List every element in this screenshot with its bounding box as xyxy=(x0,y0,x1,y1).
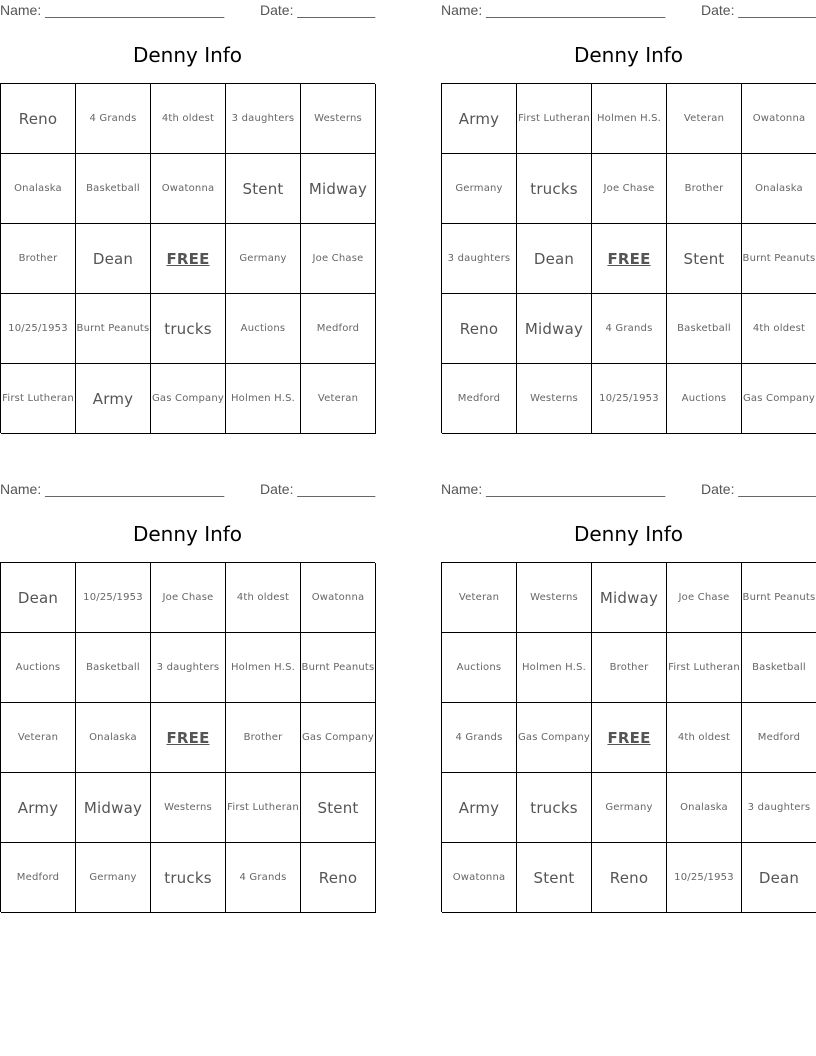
bingo-cell: Burnt Peanuts xyxy=(742,563,816,633)
bingo-cell: Onalaska xyxy=(742,154,816,224)
name-field: Name: _______________________ xyxy=(0,481,225,497)
bingo-cell: Medford xyxy=(1,843,76,913)
bingo-cell: First Lutheran xyxy=(517,84,592,154)
bingo-cell: Brother xyxy=(592,633,667,703)
bingo-cell: Holmen H.S. xyxy=(592,84,667,154)
bingo-card-3 xyxy=(0,479,376,887)
bingo-cell: Gas Company xyxy=(151,364,226,434)
bingo-cell: Brother xyxy=(226,703,301,773)
bingo-cell: Burnt Peanuts xyxy=(301,633,376,703)
bingo-cell: Gas Company xyxy=(742,364,816,434)
bingo-cell: Owatonna xyxy=(442,843,517,913)
bingo-cell: First Lutheran xyxy=(1,364,76,434)
card-header xyxy=(0,0,375,22)
bingo-cell: Brother xyxy=(667,154,742,224)
bingo-cell: Army xyxy=(442,84,517,154)
bingo-cell: Basketball xyxy=(667,294,742,364)
date-field: Date: __________ xyxy=(260,481,376,497)
bingo-cell: Auctions xyxy=(667,364,742,434)
bingo-cell: Auctions xyxy=(442,633,517,703)
name-field: Name: _______________________ xyxy=(441,2,666,18)
bingo-cell: 4th oldest xyxy=(151,84,226,154)
bingo-cell: Stent xyxy=(667,224,742,294)
bingo-cell: 4 Grands xyxy=(442,703,517,773)
bingo-cell: trucks xyxy=(151,294,226,364)
bingo-cell: Onalaska xyxy=(76,703,151,773)
bingo-cell: Midway xyxy=(592,563,667,633)
bingo-cell: First Lutheran xyxy=(226,773,301,843)
bingo-cell: 10/25/1953 xyxy=(592,364,667,434)
bingo-cell: Auctions xyxy=(1,633,76,703)
name-field: Name: _______________________ xyxy=(441,481,666,497)
bingo-cell: Dean xyxy=(76,224,151,294)
bingo-cell: Veteran xyxy=(1,703,76,773)
bingo-cell: Owatonna xyxy=(301,563,376,633)
card-header xyxy=(441,0,816,22)
bingo-cell: Gas Company xyxy=(517,703,592,773)
card-header xyxy=(0,479,375,501)
bingo-cell: Reno xyxy=(1,84,76,154)
bingo-cell: Joe Chase xyxy=(151,563,226,633)
free-space-cell: FREE xyxy=(151,224,226,294)
date-field: Date: __________ xyxy=(260,2,376,18)
date-field: Date: __________ xyxy=(701,481,816,497)
bingo-card-2 xyxy=(441,0,816,404)
bingo-grid xyxy=(441,562,816,912)
bingo-cell: Dean xyxy=(1,563,76,633)
bingo-cell: Germany xyxy=(592,773,667,843)
bingo-cell: Reno xyxy=(592,843,667,913)
bingo-cell: Gas Company xyxy=(301,703,376,773)
bingo-cell: 3 daughters xyxy=(226,84,301,154)
card-title: Denny Info xyxy=(132,522,243,546)
bingo-cell: trucks xyxy=(517,154,592,224)
bingo-cell: Medford xyxy=(442,364,517,434)
bingo-cell: Owatonna xyxy=(742,84,816,154)
bingo-cell: Dean xyxy=(742,843,816,913)
bingo-cell: Midway xyxy=(76,773,151,843)
bingo-cell: Basketball xyxy=(742,633,816,703)
bingo-cell: 4th oldest xyxy=(667,703,742,773)
bingo-cell: Army xyxy=(76,364,151,434)
bingo-cell: Joe Chase xyxy=(667,563,742,633)
free-space-cell: FREE xyxy=(592,224,667,294)
bingo-cell: Holmen H.S. xyxy=(226,364,301,434)
bingo-cell: Army xyxy=(1,773,76,843)
bingo-cell: Holmen H.S. xyxy=(226,633,301,703)
bingo-cell: Brother xyxy=(1,224,76,294)
bingo-cell: Joe Chase xyxy=(301,224,376,294)
bingo-cell: Basketball xyxy=(76,633,151,703)
name-field: Name: _______________________ xyxy=(0,2,225,18)
bingo-card-4 xyxy=(441,479,816,887)
bingo-cell: 4th oldest xyxy=(742,294,816,364)
bingo-cell: Westerns xyxy=(517,364,592,434)
bingo-cell: Westerns xyxy=(517,563,592,633)
card-title: Denny Info xyxy=(573,522,684,546)
bingo-cell: Burnt Peanuts xyxy=(742,224,816,294)
bingo-cell: Joe Chase xyxy=(592,154,667,224)
bingo-grid xyxy=(441,83,816,433)
bingo-cell: Dean xyxy=(517,224,592,294)
bingo-cell: Veteran xyxy=(667,84,742,154)
bingo-cell: Basketball xyxy=(76,154,151,224)
bingo-cell: Reno xyxy=(442,294,517,364)
bingo-cell: Onalaska xyxy=(667,773,742,843)
bingo-cell: Stent xyxy=(226,154,301,224)
bingo-card-1 xyxy=(0,0,376,408)
bingo-cell: Stent xyxy=(301,773,376,843)
bingo-cell: Owatonna xyxy=(151,154,226,224)
bingo-cell: Army xyxy=(442,773,517,843)
bingo-cell: Auctions xyxy=(226,294,301,364)
bingo-cell: Veteran xyxy=(301,364,376,434)
bingo-cell: Medford xyxy=(742,703,816,773)
bingo-cell: Onalaska xyxy=(1,154,76,224)
bingo-cell: Medford xyxy=(301,294,376,364)
bingo-cell: Burnt Peanuts xyxy=(76,294,151,364)
bingo-cell: Germany xyxy=(76,843,151,913)
free-space-cell: FREE xyxy=(592,703,667,773)
bingo-cell: 3 daughters xyxy=(151,633,226,703)
bingo-cell: Midway xyxy=(301,154,376,224)
bingo-cell: 4 Grands xyxy=(226,843,301,913)
bingo-cell: 10/25/1953 xyxy=(1,294,76,364)
bingo-cell: Reno xyxy=(301,843,376,913)
bingo-cell: Veteran xyxy=(442,563,517,633)
bingo-cell: 4 Grands xyxy=(592,294,667,364)
bingo-cell: Stent xyxy=(517,843,592,913)
card-header xyxy=(441,479,816,501)
bingo-cell: trucks xyxy=(151,843,226,913)
bingo-grid xyxy=(0,83,375,433)
bingo-cell: Germany xyxy=(442,154,517,224)
date-field: Date: __________ xyxy=(701,2,816,18)
bingo-cell: 10/25/1953 xyxy=(76,563,151,633)
bingo-grid xyxy=(0,562,375,912)
free-space-cell: FREE xyxy=(151,703,226,773)
card-title: Denny Info xyxy=(573,43,684,67)
card-title: Denny Info xyxy=(132,43,243,67)
bingo-cell: Holmen H.S. xyxy=(517,633,592,703)
bingo-cell: trucks xyxy=(517,773,592,843)
bingo-cell: Westerns xyxy=(301,84,376,154)
bingo-cell: Westerns xyxy=(151,773,226,843)
bingo-cell: 10/25/1953 xyxy=(667,843,742,913)
bingo-cell: 4th oldest xyxy=(226,563,301,633)
bingo-cell: 4 Grands xyxy=(76,84,151,154)
bingo-cell: Germany xyxy=(226,224,301,294)
bingo-cell: 3 daughters xyxy=(442,224,517,294)
bingo-cell: Midway xyxy=(517,294,592,364)
bingo-cell: First Lutheran xyxy=(667,633,742,703)
bingo-cell: 3 daughters xyxy=(742,773,816,843)
